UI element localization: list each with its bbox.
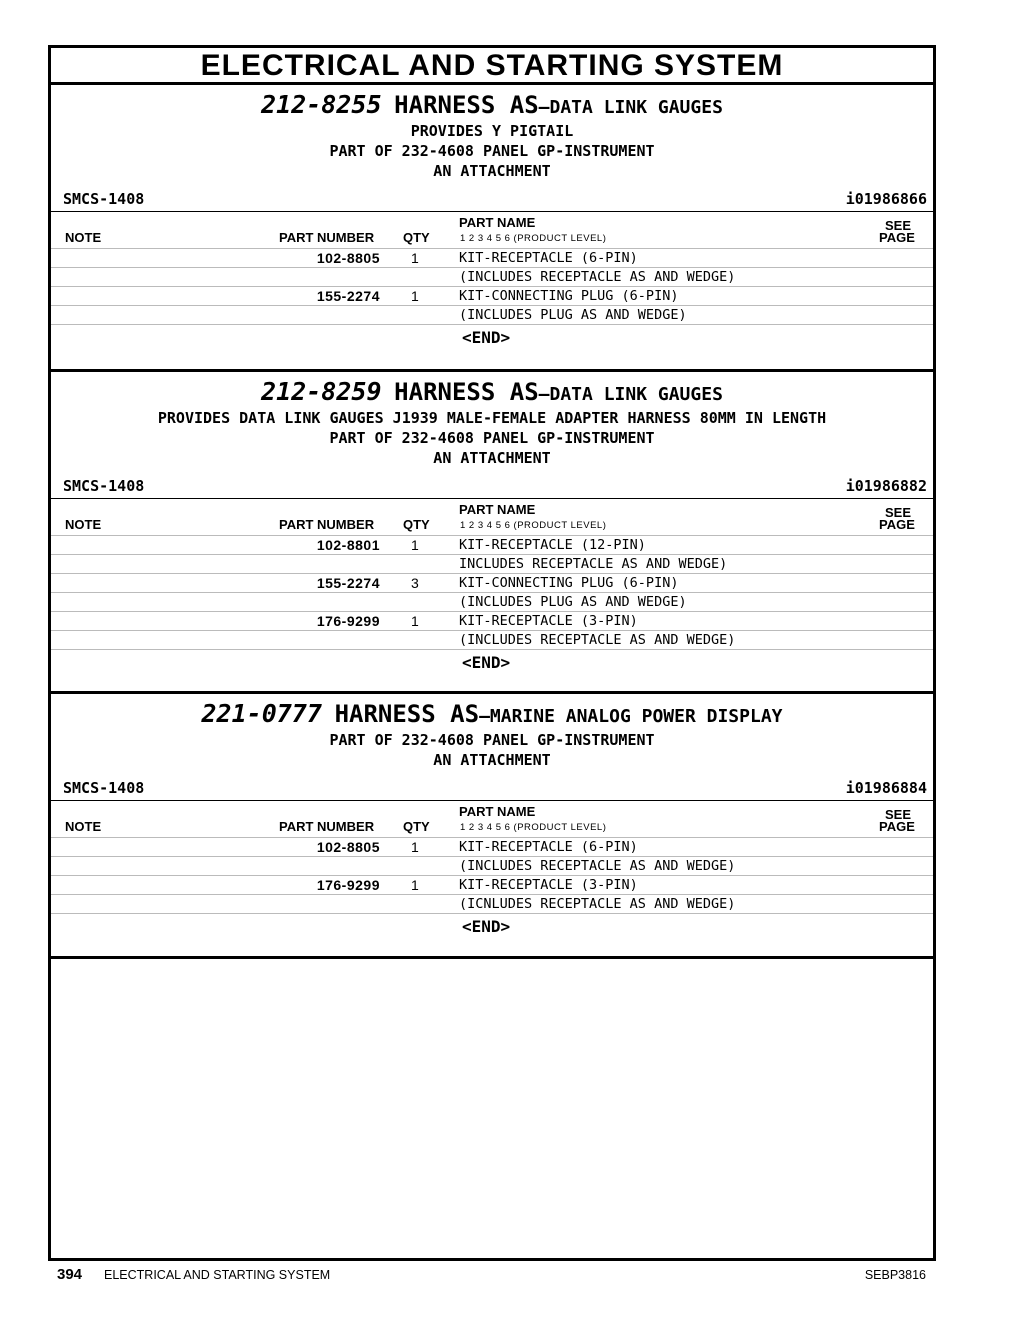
page-footer: [0, 1266, 1020, 1286]
col-see: SEE: [885, 505, 912, 520]
col-note: NOTE: [65, 819, 102, 834]
table-row: [51, 837, 933, 856]
end-marker: <END>: [462, 917, 511, 936]
col-product-level: 1 2 3 4 5 6 (PRODUCT LEVEL): [460, 233, 607, 244]
col-product-level: 1 2 3 4 5 6 (PRODUCT LEVEL): [460, 520, 607, 531]
row-part-name: KIT-RECEPTACLE (3-PIN): [459, 877, 638, 893]
row-qty: 1: [411, 839, 419, 855]
row-qty: 1: [411, 613, 419, 629]
col-qty: QTY: [403, 230, 430, 245]
page-number: 394: [57, 1266, 83, 1283]
table-row: [51, 592, 933, 611]
row-part-name: KIT-RECEPTACLE (12-PIN): [459, 537, 646, 553]
parts-section: [51, 372, 933, 694]
row-part-number: 155-2274: [316, 288, 380, 304]
col-part-number: PART NUMBER: [279, 819, 375, 834]
row-part-name: KIT-CONNECTING PLUG (6-PIN): [459, 575, 679, 591]
section-description: —DATA LINK GAUGES: [538, 97, 723, 118]
col-qty: QTY: [403, 517, 430, 532]
table-row: [51, 630, 933, 649]
row-part-name: (INCLUDES RECEPTACLE AS AND WEDGE): [459, 632, 736, 648]
row-qty: 1: [411, 250, 419, 266]
section-part-number: 212-8255: [261, 90, 382, 119]
section-part-name: HARNESS AS: [394, 378, 539, 406]
section-subline: PART OF 232-4608 PANEL GP-INSTRUMENT: [329, 731, 655, 749]
col-part-name: PART NAME: [459, 804, 536, 819]
row-qty: 1: [411, 877, 419, 893]
col-page: PAGE: [879, 517, 915, 532]
column-header: [51, 498, 933, 535]
end-marker: <END>: [462, 328, 511, 347]
row-part-number: 102-8801: [316, 537, 380, 553]
col-part-number: PART NUMBER: [279, 230, 375, 245]
col-part-name: PART NAME: [459, 215, 536, 230]
page-frame: [48, 45, 936, 1261]
table-row: [51, 248, 933, 267]
col-page: PAGE: [879, 819, 915, 834]
table-row: [51, 894, 933, 913]
end-row: [51, 324, 933, 349]
end-row: [51, 649, 933, 674]
smcs-code: SMCS-1408: [63, 477, 145, 495]
row-part-name: KIT-RECEPTACLE (3-PIN): [459, 613, 638, 629]
col-see: SEE: [885, 807, 912, 822]
col-part-name: PART NAME: [459, 502, 536, 517]
section-title: [51, 694, 933, 730]
document-id: SEBP3816: [864, 1268, 926, 1282]
section-subline: PROVIDES Y PIGTAIL: [410, 122, 574, 140]
table-row: [51, 856, 933, 875]
illustration-id: i01986882: [845, 477, 927, 495]
section-part-name: HARNESS AS: [334, 700, 480, 728]
parts-section: [51, 85, 933, 372]
smcs-code: SMCS-1408: [63, 190, 145, 208]
col-product-level: 1 2 3 4 5 6 (PRODUCT LEVEL): [460, 822, 607, 833]
section-title: [51, 372, 933, 408]
footer-section-title: ELECTRICAL AND STARTING SYSTEM: [104, 1268, 331, 1282]
col-see: SEE: [885, 218, 912, 233]
row-qty: 1: [411, 537, 419, 553]
section-subline: PROVIDES DATA LINK GAUGES J1939 MALE-FEMALE ADAPTER HARNESS 80MM IN LENGTH: [157, 409, 827, 427]
row-part-number: 176-9299: [316, 877, 380, 893]
row-part-number: 176-9299: [316, 613, 380, 629]
row-part-name: (INCLUDES PLUG AS AND WEDGE): [459, 307, 687, 323]
section-subline: AN ATTACHMENT: [433, 751, 551, 769]
row-part-name: (INCLUDES RECEPTACLE AS AND WEDGE): [459, 269, 736, 285]
row-part-name: KIT-RECEPTACLE (6-PIN): [459, 839, 638, 855]
row-part-number: 102-8805: [316, 839, 380, 855]
section-part-number: 221-0777: [201, 699, 322, 728]
row-part-name: KIT-RECEPTACLE (6-PIN): [459, 250, 638, 266]
table-row: [51, 286, 933, 305]
row-part-name: INCLUDES RECEPTACLE AS AND WEDGE): [459, 556, 728, 572]
table-row: [51, 611, 933, 630]
table-row: [51, 305, 933, 324]
section-subline: AN ATTACHMENT: [433, 162, 551, 180]
col-note: NOTE: [65, 230, 102, 245]
page-title: ELECTRICAL AND STARTING SYSTEM: [51, 48, 933, 85]
col-page: PAGE: [879, 230, 915, 245]
col-note: NOTE: [65, 517, 102, 532]
end-marker: <END>: [462, 653, 511, 672]
section-part-name: HARNESS AS: [394, 91, 539, 119]
col-part-number: PART NUMBER: [279, 517, 375, 532]
section-subline: PART OF 232-4608 PANEL GP-INSTRUMENT: [329, 142, 655, 160]
section-description: —MARINE ANALOG POWER DISPLAY: [479, 706, 783, 727]
table-row: [51, 554, 933, 573]
section-header: [51, 372, 933, 468]
section-header: [51, 694, 933, 770]
table-row: [51, 267, 933, 286]
smcs-code: SMCS-1408: [63, 779, 145, 797]
section-title: [51, 85, 933, 121]
table-row: [51, 875, 933, 894]
section-subline: AN ATTACHMENT: [433, 449, 551, 467]
illustration-id: i01986866: [845, 190, 927, 208]
column-header: [51, 800, 933, 837]
section-subline: PART OF 232-4608 PANEL GP-INSTRUMENT: [329, 429, 655, 447]
end-row: [51, 913, 933, 938]
illustration-id: i01986884: [845, 779, 927, 797]
row-qty: 1: [411, 288, 419, 304]
table-row: [51, 535, 933, 554]
row-part-name: (INCLUDES PLUG AS AND WEDGE): [459, 594, 687, 610]
section-part-number: 212-8259: [261, 377, 382, 406]
parts-section: [51, 694, 933, 959]
row-part-number: 102-8805: [316, 250, 380, 266]
section-header: [51, 85, 933, 181]
smcs-row: [51, 187, 933, 211]
section-description: —DATA LINK GAUGES: [538, 384, 723, 405]
row-part-name: KIT-CONNECTING PLUG (6-PIN): [459, 288, 679, 304]
row-part-name: (ICNLUDES RECEPTACLE AS AND WEDGE): [459, 896, 736, 912]
col-qty: QTY: [403, 819, 430, 834]
row-part-number: 155-2274: [316, 575, 380, 591]
column-header: [51, 211, 933, 248]
row-part-name: (INCLUDES RECEPTACLE AS AND WEDGE): [459, 858, 736, 874]
table-row: [51, 573, 933, 592]
row-qty: 3: [411, 575, 419, 591]
smcs-row: [51, 776, 933, 800]
smcs-row: [51, 474, 933, 498]
